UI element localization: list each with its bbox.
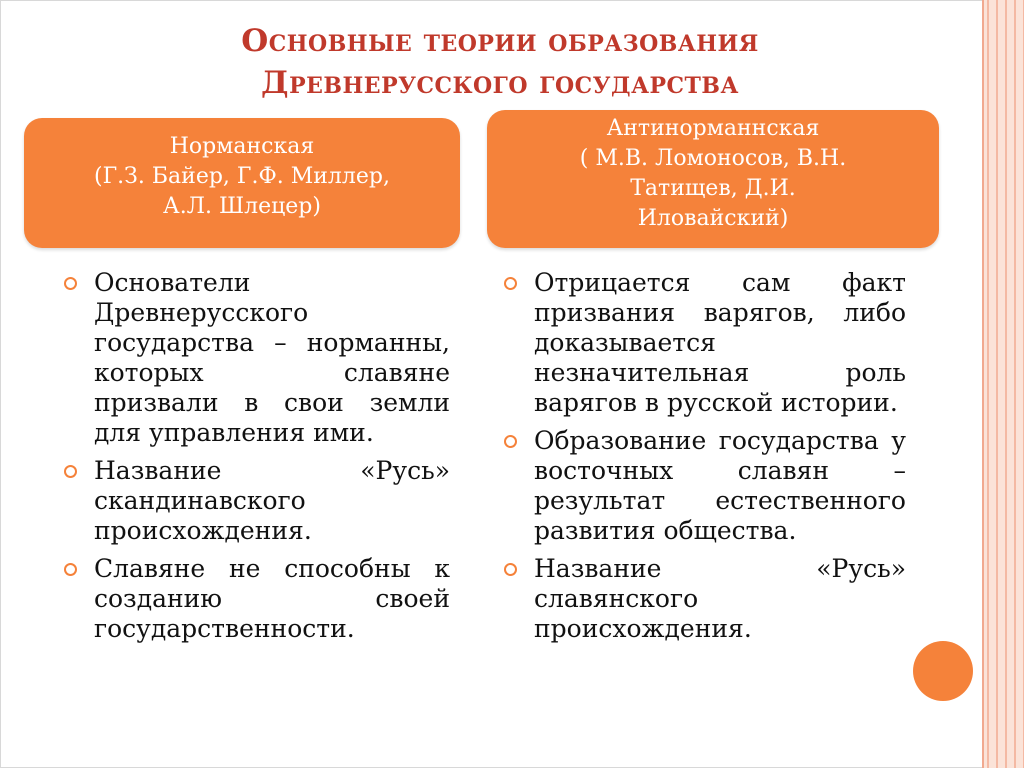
decorative-stripes: [984, 0, 1024, 768]
antinorman-theory-list: [502, 268, 906, 652]
antinorman-theory-header: [487, 110, 939, 248]
slide-title: [60, 20, 940, 104]
norman-theory-header: [24, 118, 460, 248]
list-item: [502, 554, 906, 644]
hollow-circle-bullet-icon: [64, 563, 77, 576]
title-line-1: Основные теории образования: [241, 23, 759, 59]
list-item: [62, 554, 450, 644]
list-item-text: Образование государства у восточных славян – результат естественного развития общества.: [534, 426, 906, 545]
title-line-2: Древнерусского государства: [261, 65, 739, 101]
norman-header-line-2: (Г.З. Байер, Г.Ф. Миллер,: [94, 164, 390, 189]
list-item-text: Название «Русь» славянского происхождения.: [534, 554, 906, 643]
antinorman-header-line-4: Иловайский): [637, 206, 789, 231]
antinorman-header-line-3: Татищев, Д.И.: [630, 176, 796, 201]
hollow-circle-bullet-icon: [504, 435, 517, 448]
list-item: [502, 268, 906, 418]
antinorman-header-line-1: Антинорманнская: [606, 116, 820, 141]
norman-header-line-3: А.Л. Шлецер): [163, 194, 321, 219]
list-item: [62, 456, 450, 546]
orange-circle-decor-icon: [913, 641, 973, 701]
list-item: [62, 268, 450, 448]
hollow-circle-bullet-icon: [64, 277, 77, 290]
list-item-text: Отрицается сам факт призвания варягов, либо доказывается незначительная роль варягов в русской истории.: [534, 268, 906, 417]
hollow-circle-bullet-icon: [504, 277, 517, 290]
list-item-text: Название «Русь» скандинавского происхождения.: [94, 456, 450, 545]
antinorman-header-line-2: ( М.В. Ломоносов, В.Н.: [579, 146, 847, 171]
list-item-text: Славяне не способны к созданию своей государственности.: [94, 554, 450, 643]
hollow-circle-bullet-icon: [64, 465, 77, 478]
list-item: [502, 426, 906, 546]
norman-header-line-1: Норманская: [169, 134, 315, 159]
list-item-text: Основатели Древнерусского государства – норманны, которых славяне призвали в свои земли для управления ими.: [94, 268, 450, 447]
hollow-circle-bullet-icon: [504, 563, 517, 576]
norman-theory-list: [62, 268, 450, 652]
